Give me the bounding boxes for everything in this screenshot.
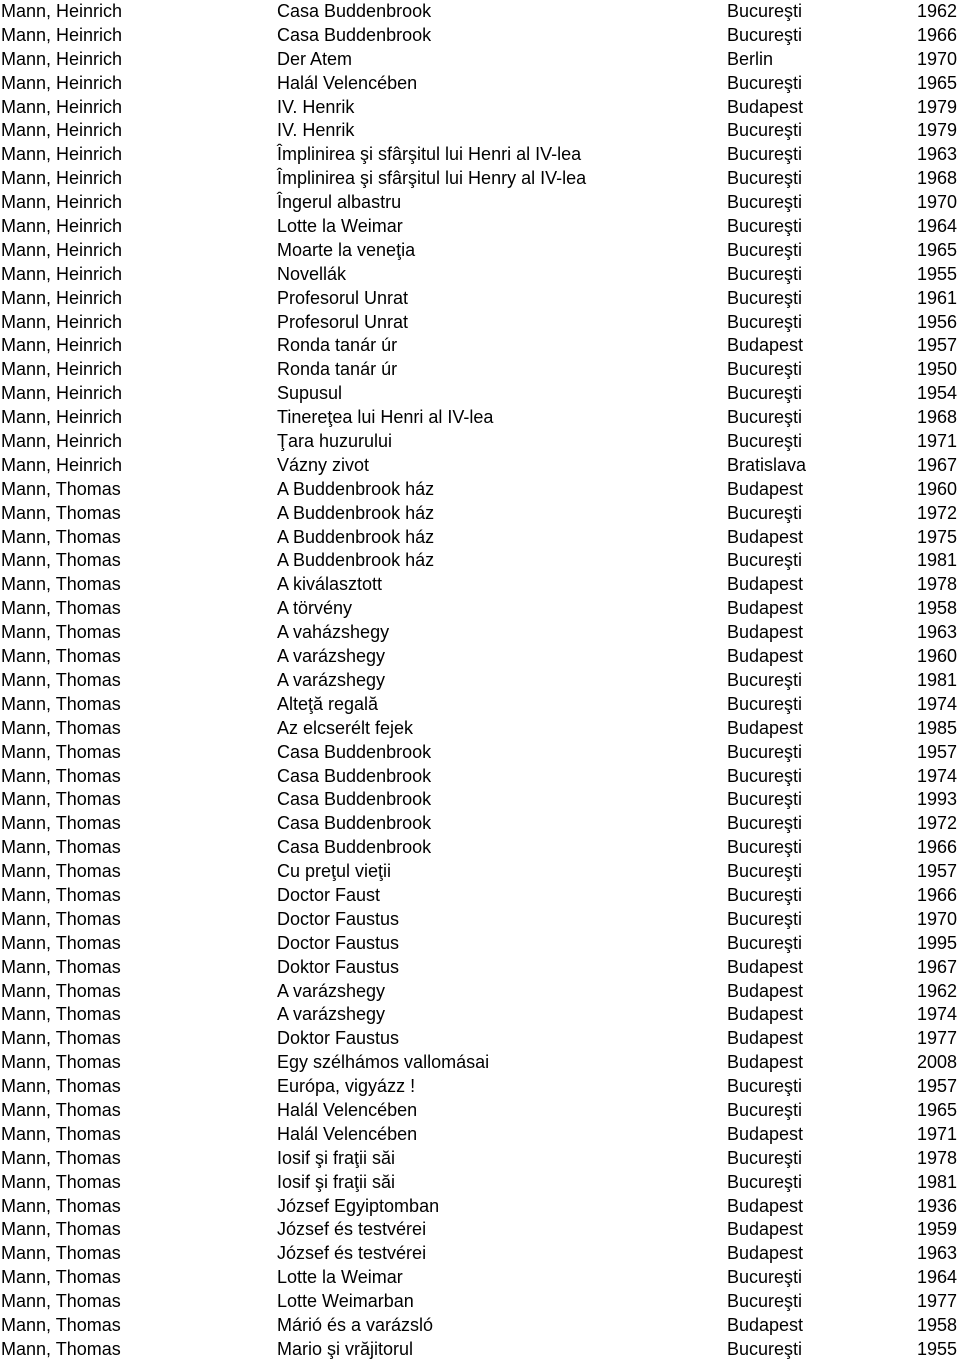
year-cell: 1974 [916, 765, 957, 786]
table-row [0, 167, 960, 191]
year-cell: 1981 [916, 669, 957, 690]
title-cell: A varázshegy [277, 1004, 386, 1025]
title-cell: Márió és a varázsló [277, 1314, 434, 1335]
city-cell: Budapest [727, 1219, 804, 1240]
table-row [0, 1314, 960, 1338]
year-cell: 1960 [916, 646, 957, 667]
year-cell: 1961 [916, 287, 957, 308]
table-row [0, 382, 960, 406]
city-cell: Bucureşti [727, 1171, 803, 1192]
year-cell: 1966 [916, 837, 957, 858]
title-cell: Casa Buddenbrook [277, 789, 432, 810]
city-cell: Bucureşti [727, 884, 803, 905]
title-cell: A varázshegy [277, 980, 386, 1001]
author-cell: Mann, Thomas [1, 1028, 121, 1049]
year-cell: 1955 [916, 263, 957, 284]
table-row [0, 1051, 960, 1075]
title-cell: Európa, vigyázz ! [277, 1076, 416, 1097]
year-cell: 1964 [916, 216, 957, 237]
year-cell: 1979 [916, 96, 957, 117]
author-cell: Mann, Heinrich [1, 383, 123, 404]
city-cell: Bucureşti [727, 383, 803, 404]
title-cell: Împlinirea şi sfârşitul lui Henri al IV-lea [277, 144, 582, 165]
year-cell: 1965 [916, 72, 957, 93]
author-cell: Mann, Thomas [1, 789, 121, 810]
year-cell: 1936 [916, 1195, 957, 1216]
author-cell: Mann, Thomas [1, 932, 121, 953]
city-cell: Budapest [727, 478, 804, 499]
author-cell: Mann, Heinrich [1, 407, 123, 428]
year-cell: 1967 [916, 454, 957, 475]
title-cell: Der Atem [277, 48, 353, 69]
city-cell: Budapest [727, 956, 804, 977]
table-row [0, 406, 960, 430]
table-row [0, 454, 960, 478]
year-cell: 1966 [916, 24, 957, 45]
author-cell: Mann, Thomas [1, 813, 121, 834]
table-row [0, 430, 960, 454]
city-cell: Bucureşti [727, 263, 803, 284]
table-row [0, 1195, 960, 1219]
title-cell: A kiválasztott [277, 574, 383, 595]
year-cell: 1977 [916, 1291, 957, 1312]
title-cell: Halál Velencében [277, 72, 418, 93]
year-cell: 1972 [916, 502, 957, 523]
table-row [0, 717, 960, 741]
author-cell: Mann, Thomas [1, 1123, 121, 1144]
city-cell: Budapest [727, 96, 804, 117]
title-cell: A varázshegy [277, 669, 386, 690]
city-cell: Bucureşti [727, 813, 803, 834]
title-cell: Ţara huzurului [277, 431, 393, 452]
title-cell: Casa Buddenbrook [277, 24, 432, 45]
author-cell: Mann, Thomas [1, 1076, 121, 1097]
title-cell: Profesorul Unrat [277, 311, 409, 332]
table-row [0, 908, 960, 932]
title-cell: Iosif şi fraţii săi [277, 1147, 396, 1168]
title-cell: Casa Buddenbrook [277, 837, 432, 858]
city-cell: Bucureşti [727, 1338, 803, 1359]
year-cell: 1967 [916, 956, 957, 977]
title-cell: Tinereţea lui Henri al IV-lea [277, 407, 494, 428]
author-cell: Mann, Heinrich [1, 216, 123, 237]
city-cell: Budapest [727, 1028, 804, 1049]
table-row [0, 478, 960, 502]
city-cell: Budapest [727, 598, 804, 619]
city-cell: Bucureşti [727, 1267, 803, 1288]
year-cell: 1963 [916, 1243, 957, 1264]
author-cell: Mann, Heinrich [1, 192, 123, 213]
city-cell: Bucureşti [727, 1, 803, 21]
title-cell: Casa Buddenbrook [277, 813, 432, 834]
author-cell: Mann, Thomas [1, 502, 121, 523]
title-cell: IV. Henrik [277, 120, 355, 141]
city-cell: Bratislava [727, 454, 807, 475]
city-cell: Budapest [727, 1314, 804, 1335]
year-cell: 1964 [916, 1267, 957, 1288]
author-cell: Mann, Thomas [1, 717, 121, 738]
city-cell: Bucureşti [727, 861, 803, 882]
author-cell: Mann, Thomas [1, 861, 121, 882]
table-row [0, 143, 960, 167]
title-cell: Ronda tanár úr [277, 359, 398, 380]
year-cell: 1959 [916, 1219, 957, 1240]
title-cell: Halál Velencében [277, 1123, 418, 1144]
year-cell: 1972 [916, 813, 957, 834]
year-cell: 1956 [916, 311, 957, 332]
city-cell: Bucureşti [727, 120, 803, 141]
year-cell: 1970 [916, 192, 957, 213]
table-row [0, 1123, 960, 1147]
title-cell: József Egyiptomban [277, 1195, 440, 1216]
title-cell: A varázshegy [277, 646, 386, 667]
city-cell: Bucureşti [727, 932, 803, 953]
year-cell: 1985 [916, 717, 957, 738]
title-cell: A törvény [277, 598, 353, 619]
author-cell: Mann, Heinrich [1, 96, 123, 117]
table-row [0, 693, 960, 717]
city-cell: Bucureşti [727, 837, 803, 858]
city-cell: Bucureşti [727, 216, 803, 237]
table-row [0, 836, 960, 860]
author-cell: Mann, Heinrich [1, 287, 123, 308]
author-cell: Mann, Thomas [1, 478, 121, 499]
title-cell: Îngerul albastru [277, 192, 402, 213]
city-cell: Bucureşti [727, 502, 803, 523]
city-cell: Bucureşti [727, 24, 803, 45]
city-cell: Bucureşti [727, 789, 803, 810]
title-cell: Egy szélhámos vallomásai [277, 1052, 490, 1073]
table-row [0, 932, 960, 956]
author-cell: Mann, Heinrich [1, 168, 123, 189]
year-cell: 1962 [916, 1, 957, 21]
author-cell: Mann, Thomas [1, 908, 121, 929]
year-cell: 1957 [916, 861, 957, 882]
author-cell: Mann, Thomas [1, 669, 121, 690]
author-cell: Mann, Thomas [1, 1267, 121, 1288]
table-row [0, 311, 960, 335]
year-cell: 1962 [916, 980, 957, 1001]
title-cell: Ronda tanár úr [277, 335, 398, 356]
city-cell: Bucureşti [727, 287, 803, 308]
author-cell: Mann, Heinrich [1, 239, 123, 260]
table-row [0, 1218, 960, 1242]
table-row [0, 358, 960, 382]
title-cell: Iosif şi fraţii săi [277, 1171, 396, 1192]
title-cell: Doktor Faustus [277, 1028, 400, 1049]
author-cell: Mann, Heinrich [1, 431, 123, 452]
title-cell: Doktor Faustus [277, 956, 400, 977]
year-cell: 1957 [916, 335, 957, 356]
year-cell: 1963 [916, 622, 957, 643]
table-row [0, 741, 960, 765]
author-cell: Mann, Thomas [1, 646, 121, 667]
title-cell: Lotte la Weimar [277, 1267, 403, 1288]
author-cell: Mann, Heinrich [1, 120, 123, 141]
title-cell: Împlinirea şi sfârşitul lui Henry al IV-lea [277, 168, 587, 189]
author-cell: Mann, Thomas [1, 598, 121, 619]
year-cell: 1965 [916, 1099, 957, 1120]
table-row [0, 72, 960, 96]
title-cell: Novellák [277, 263, 347, 284]
table-row [0, 1099, 960, 1123]
table-row [0, 765, 960, 789]
year-cell: 1977 [916, 1028, 957, 1049]
table-row [0, 1171, 960, 1195]
title-cell: Az elcserélt fejek [277, 717, 414, 738]
title-cell: Lotte la Weimar [277, 216, 403, 237]
city-cell: Bucureşti [727, 1099, 803, 1120]
table-row [0, 669, 960, 693]
title-cell: A Buddenbrook ház [277, 550, 435, 571]
title-cell: IV. Henrik [277, 96, 355, 117]
table-row [0, 1003, 960, 1027]
author-cell: Mann, Thomas [1, 1004, 121, 1025]
year-cell: 1971 [916, 1123, 957, 1144]
city-cell: Bucureşti [727, 908, 803, 929]
title-cell: Doctor Faustus [277, 932, 400, 953]
table-row [0, 884, 960, 908]
year-cell: 1970 [916, 48, 957, 69]
title-cell: A Buddenbrook ház [277, 526, 435, 547]
author-cell: Mann, Thomas [1, 741, 121, 762]
year-cell: 1963 [916, 144, 957, 165]
year-cell: 1968 [916, 407, 957, 428]
table-row [0, 1290, 960, 1314]
city-cell: Bucureşti [727, 239, 803, 260]
author-cell: Mann, Thomas [1, 1052, 121, 1073]
author-cell: Mann, Thomas [1, 1147, 121, 1168]
title-cell: A vaházshegy [277, 622, 390, 643]
table-row [0, 263, 960, 287]
table-row [0, 1027, 960, 1051]
title-cell: Lotte Weimarban [277, 1291, 414, 1312]
table-row [0, 239, 960, 263]
city-cell: Bucureşti [727, 311, 803, 332]
year-cell: 1978 [916, 574, 957, 595]
table-row [0, 788, 960, 812]
title-cell: A Buddenbrook ház [277, 478, 435, 499]
table-row [0, 860, 960, 884]
table-row [0, 215, 960, 239]
title-cell: Doctor Faustus [277, 908, 400, 929]
year-cell: 1971 [916, 431, 957, 452]
author-cell: Mann, Thomas [1, 526, 121, 547]
author-cell: Mann, Heinrich [1, 311, 123, 332]
table-row [0, 287, 960, 311]
city-cell: Budapest [727, 1195, 804, 1216]
author-cell: Mann, Thomas [1, 884, 121, 905]
year-cell: 2008 [916, 1052, 957, 1073]
title-cell: A Buddenbrook ház [277, 502, 435, 523]
year-cell: 1981 [916, 550, 957, 571]
year-cell: 1993 [916, 789, 957, 810]
title-cell: Supusul [277, 383, 343, 404]
table-row [0, 0, 960, 24]
table-row [0, 48, 960, 72]
author-cell: Mann, Thomas [1, 837, 121, 858]
author-cell: Mann, Thomas [1, 1195, 121, 1216]
city-cell: Bucureşti [727, 693, 803, 714]
table-row [0, 1266, 960, 1290]
city-cell: Budapest [727, 574, 804, 595]
table-row [0, 549, 960, 573]
author-cell: Mann, Thomas [1, 956, 121, 977]
title-cell: Casa Buddenbrook [277, 765, 432, 786]
author-cell: Mann, Heinrich [1, 263, 123, 284]
city-cell: Bucureşti [727, 669, 803, 690]
author-cell: Mann, Heinrich [1, 48, 123, 69]
table-row [0, 645, 960, 669]
table-row [0, 334, 960, 358]
title-cell: József és testvérei [277, 1219, 427, 1240]
city-cell: Budapest [727, 335, 804, 356]
year-cell: 1974 [916, 1004, 957, 1025]
title-cell: Vázny zivot [277, 454, 370, 475]
author-cell: Mann, Heinrich [1, 144, 123, 165]
table-row [0, 1147, 960, 1171]
author-cell: Mann, Thomas [1, 693, 121, 714]
author-cell: Mann, Heinrich [1, 454, 123, 475]
author-cell: Mann, Heinrich [1, 72, 123, 93]
author-cell: Mann, Thomas [1, 1291, 121, 1312]
year-cell: 1978 [916, 1147, 957, 1168]
city-cell: Budapest [727, 717, 804, 738]
city-cell: Bucureşti [727, 1291, 803, 1312]
year-cell: 1957 [916, 1076, 957, 1097]
city-cell: Bucureşti [727, 168, 803, 189]
city-cell: Budapest [727, 1243, 804, 1264]
author-cell: Mann, Heinrich [1, 359, 123, 380]
year-cell: 1981 [916, 1171, 957, 1192]
table-row [0, 119, 960, 143]
table-row [0, 956, 960, 980]
city-cell: Berlin [727, 48, 774, 69]
city-cell: Bucureşti [727, 1147, 803, 1168]
title-cell: Casa Buddenbrook [277, 1, 432, 21]
city-cell: Bucureşti [727, 1076, 803, 1097]
year-cell: 1950 [916, 359, 957, 380]
table-row [0, 96, 960, 120]
city-cell: Bucureşti [727, 72, 803, 93]
author-cell: Mann, Heinrich [1, 24, 123, 45]
table-row [0, 812, 960, 836]
city-cell: Bucureşti [727, 407, 803, 428]
year-cell: 1958 [916, 1314, 957, 1335]
year-cell: 1958 [916, 598, 957, 619]
city-cell: Bucureşti [727, 144, 803, 165]
author-cell: Mann, Thomas [1, 1219, 121, 1240]
city-cell: Bucureşti [727, 192, 803, 213]
city-cell: Bucureşti [727, 431, 803, 452]
author-cell: Mann, Thomas [1, 1338, 121, 1359]
city-cell: Budapest [727, 1123, 804, 1144]
author-cell: Mann, Thomas [1, 980, 121, 1001]
year-cell: 1955 [916, 1338, 957, 1359]
table-row [0, 1242, 960, 1266]
table-row [0, 621, 960, 645]
author-cell: Mann, Heinrich [1, 335, 123, 356]
year-cell: 1970 [916, 908, 957, 929]
city-cell: Bucureşti [727, 765, 803, 786]
title-cell: József és testvérei [277, 1243, 427, 1264]
table-row [0, 24, 960, 48]
author-cell: Mann, Heinrich [1, 1, 123, 21]
year-cell: 1968 [916, 168, 957, 189]
title-cell: Alteţă regală [277, 693, 379, 714]
author-cell: Mann, Thomas [1, 1314, 121, 1335]
year-cell: 1995 [916, 932, 957, 953]
title-cell: Casa Buddenbrook [277, 741, 432, 762]
city-cell: Budapest [727, 646, 804, 667]
year-cell: 1960 [916, 478, 957, 499]
table-row [0, 980, 960, 1004]
title-cell: Moarte la veneţia [277, 239, 416, 260]
year-cell: 1975 [916, 526, 957, 547]
author-cell: Mann, Thomas [1, 574, 121, 595]
title-cell: Profesorul Unrat [277, 287, 409, 308]
table-row [0, 502, 960, 526]
city-cell: Budapest [727, 622, 804, 643]
table-row [0, 597, 960, 621]
table-row [0, 1075, 960, 1099]
city-cell: Bucureşti [727, 359, 803, 380]
table-row [0, 191, 960, 215]
year-cell: 1966 [916, 884, 957, 905]
city-cell: Budapest [727, 980, 804, 1001]
year-cell: 1979 [916, 120, 957, 141]
author-cell: Mann, Thomas [1, 1099, 121, 1120]
table-row [0, 526, 960, 550]
year-cell: 1954 [916, 383, 957, 404]
author-cell: Mann, Thomas [1, 622, 121, 643]
author-cell: Mann, Thomas [1, 1243, 121, 1264]
year-cell: 1965 [916, 239, 957, 260]
title-cell: Doctor Faust [277, 884, 381, 905]
author-cell: Mann, Thomas [1, 550, 121, 571]
city-cell: Budapest [727, 1004, 804, 1025]
author-cell: Mann, Thomas [1, 765, 121, 786]
title-cell: Halál Velencében [277, 1099, 418, 1120]
city-cell: Budapest [727, 1052, 804, 1073]
year-cell: 1974 [916, 693, 957, 714]
table-row [0, 1338, 960, 1362]
table-row [0, 573, 960, 597]
year-cell: 1957 [916, 741, 957, 762]
author-cell: Mann, Thomas [1, 1171, 121, 1192]
city-cell: Bucureşti [727, 550, 803, 571]
title-cell: Mario şi vrăjitorul [277, 1338, 414, 1359]
city-cell: Bucureşti [727, 741, 803, 762]
city-cell: Budapest [727, 526, 804, 547]
title-cell: Cu preţul vieţii [277, 861, 392, 882]
